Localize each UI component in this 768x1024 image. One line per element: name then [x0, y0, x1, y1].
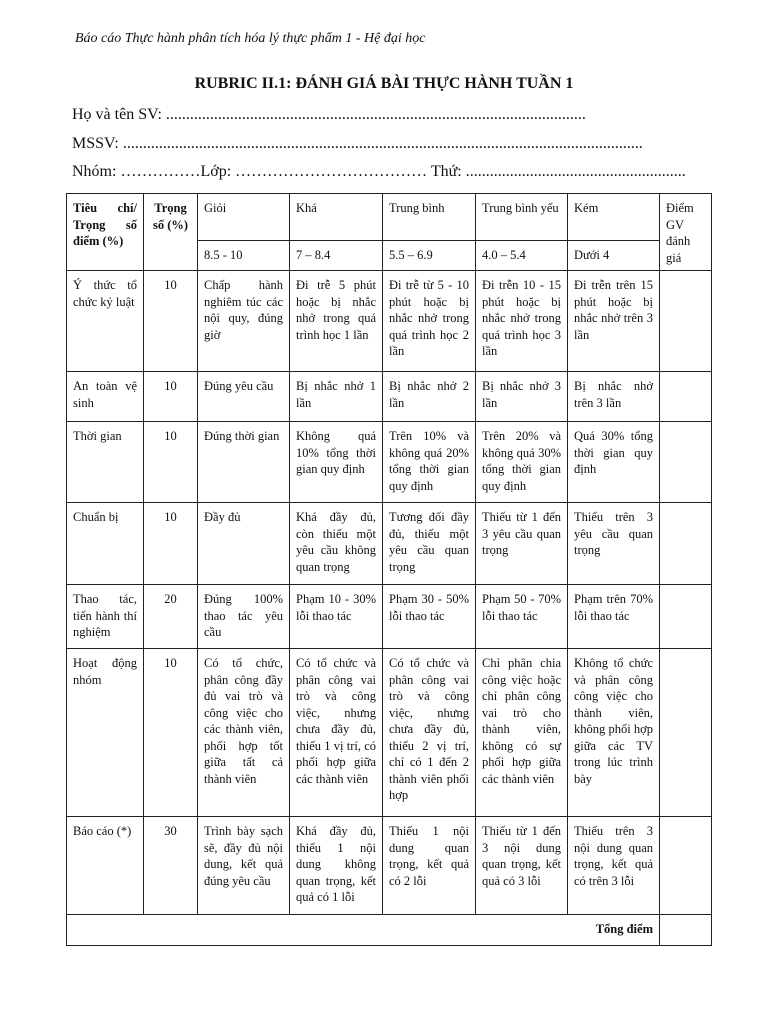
gioi-cell: Chấp hành nghiêm túc các nội quy, đúng giờ [198, 271, 290, 372]
trung-binh-cell: Tương đối đầy đủ, thiếu một yêu cầu quan trọng [383, 503, 476, 585]
table-row [67, 585, 712, 649]
teacher-score-cell[interactable] [660, 817, 712, 915]
rubric-table [66, 193, 712, 946]
teacher-score-cell[interactable] [660, 372, 712, 422]
trung-binh-cell: Trên 10% và không quá 20% tổng thời gian quy định [383, 422, 476, 503]
gioi-cell: Đúng yêu cầu [198, 372, 290, 422]
teacher-score-cell[interactable] [660, 271, 712, 372]
table-row [67, 503, 712, 585]
header-trung-binh-yeu: Trung bình yếu [476, 194, 568, 241]
range-trung-binh: 5.5 – 6.9 [383, 240, 476, 270]
criteria-cell: Thời gian [67, 422, 144, 503]
weight-cell: 10 [144, 503, 198, 585]
day-blank: ....................................................... [465, 163, 686, 180]
header-kem: Kém [568, 194, 660, 241]
trung-binh-cell: Có tổ chức và phân công vai trò và công việc, nhưng chưa đầy đủ, thiếu 2 vị trí, chỉ có 1 đến 2 thành viên phối hợp [383, 649, 476, 817]
student-id-line [72, 135, 694, 153]
weight-cell: 10 [144, 372, 198, 422]
teacher-score-cell[interactable] [660, 422, 712, 503]
kha-cell: Khá đầy đủ, còn thiếu một yêu cầu không quan trọng [290, 503, 383, 585]
kem-cell: Không tổ chức và phân công công việc cho thành viên, không phối hợp giữa các TV trong lúc trình bày [568, 649, 660, 817]
student-name-label: Họ và tên SV: [72, 106, 162, 123]
trung-binh-yeu-cell: Thiếu từ 1 đến 3 nội dung quan trọng, kết quả có 3 lỗi [476, 817, 568, 915]
trung-binh-cell: Bị nhắc nhở 2 lần [383, 372, 476, 422]
trung-binh-cell: Đi trễ từ 5 - 10 phút hoặc bị nhắc nhở trong quá trình học 2 lần [383, 271, 476, 372]
kem-cell: Phạm trên 70% lỗi thao tác [568, 585, 660, 649]
criteria-cell: An toàn vệ sinh [67, 372, 144, 422]
range-kha: 7 – 8.4 [290, 240, 383, 270]
range-trung-binh-yeu: 4.0 – 5.4 [476, 240, 568, 270]
total-row [67, 915, 712, 946]
kha-cell: Đi trễ 5 phút hoặc bị nhắc nhở trong quá trình học 1 lần [290, 271, 383, 372]
trung-binh-yeu-cell: Trên 20% và không quá 30% tổng thời gian quy định [476, 422, 568, 503]
header-criteria: Tiêu chí/ Trọng số điểm (%) [67, 194, 144, 271]
kem-cell: Bị nhắc nhở trên 3 lần [568, 372, 660, 422]
group-blank: …………… [120, 163, 201, 180]
table-row [67, 649, 712, 817]
trung-binh-yeu-cell: Bị nhắc nhở 3 lần [476, 372, 568, 422]
trung-binh-yeu-cell: Phạm 50 - 70% lỗi thao tác [476, 585, 568, 649]
header-teacher-score: Điểm GV đánh giá [660, 194, 712, 271]
gioi-cell: Đầy đủ [198, 503, 290, 585]
table-row [67, 372, 712, 422]
group-label: Nhóm: [72, 163, 117, 180]
table-row [67, 271, 712, 372]
trung-binh-cell: Phạm 30 - 50% lỗi thao tác [383, 585, 476, 649]
group-class-day-line [72, 163, 694, 181]
kha-cell: Không quá 10% tổng thời gian quy định [290, 422, 383, 503]
teacher-score-cell[interactable] [660, 649, 712, 817]
class-blank: ……………………………… [235, 163, 428, 180]
teacher-score-cell[interactable] [660, 503, 712, 585]
page-title: RUBRIC II.1: ĐÁNH GIÁ BÀI THỰC HÀNH TUẦN 1 [194, 75, 574, 92]
criteria-cell: Thao tác, tiến hành thí nghiệm [67, 585, 144, 649]
weight-cell: 10 [144, 422, 198, 503]
criteria-cell: Báo cáo (*) [67, 817, 144, 915]
range-gioi: 8.5 - 10 [198, 240, 290, 270]
criteria-cell: Hoạt động nhóm [67, 649, 144, 817]
weight-cell: 20 [144, 585, 198, 649]
teacher-score-cell[interactable] [660, 585, 712, 649]
criteria-cell: Chuẩn bị [67, 503, 144, 585]
header-kha: Khá [290, 194, 383, 241]
total-score-label: Tổng điểm [67, 915, 660, 946]
kha-cell: Có tổ chức và phân công vai trò và công việc, nhưng chưa đầy đủ, thiếu 1 vị trí, có phối hợp giữa các thành viên [290, 649, 383, 817]
student-id-blank: .................................................................................................................................. [122, 135, 643, 152]
kem-cell: Đi trễn trên 15 phút hoặc bị nhắc nhở trên 3 lần [568, 271, 660, 372]
class-label: Lớp: [200, 163, 232, 180]
student-name-line [72, 106, 694, 124]
header-gioi: Giỏi [198, 194, 290, 241]
trung-binh-yeu-cell: Đi trễn 10 - 15 phút hoặc bị nhắc nhở trong quá trình học 3 lần [476, 271, 568, 372]
header-trung-binh: Trung bình [383, 194, 476, 241]
kem-cell: Thiếu trên 3 yêu cầu quan trọng [568, 503, 660, 585]
table-row [67, 422, 712, 503]
day-label: Thứ: [430, 163, 462, 180]
criteria-cell: Ý thức tổ chức kỷ luật [67, 271, 144, 372]
kha-cell: Khá đầy đủ, thiếu 1 nội dung không quan trọng, kết quả có 1 lỗi [290, 817, 383, 915]
range-kem: Dưới 4 [568, 240, 660, 270]
gioi-cell: Có tổ chức, phân công đầy đủ vai trò và công việc cho các thành viên, phối hợp tốt giữa tất cả thành viên [198, 649, 290, 817]
weight-cell: 30 [144, 817, 198, 915]
trung-binh-yeu-cell: Thiếu từ 1 đến 3 yêu cầu quan trọng [476, 503, 568, 585]
weight-cell: 10 [144, 649, 198, 817]
trung-binh-cell: Thiếu 1 nội dung quan trọng, kết quả có 2 lỗi [383, 817, 476, 915]
student-id-label: MSSV: [72, 135, 119, 152]
kem-cell: Quá 30% tổng thời gian quy định [568, 422, 660, 503]
student-name-blank: ......................................................................................................... [165, 106, 586, 123]
page-header: Báo cáo Thực hành phân tích hóa lý thực phẩm 1 - Hệ đại học [75, 31, 426, 46]
weight-cell: 10 [144, 271, 198, 372]
gioi-cell: Đúng 100% thao tác yêu cầu [198, 585, 290, 649]
total-score-cell[interactable] [660, 915, 712, 946]
trung-binh-yeu-cell: Chỉ phân chia công việc hoặc chỉ phân công vai trò cho thành viên, không có sự phối hợp giữa các thành viên [476, 649, 568, 817]
kha-cell: Bị nhắc nhở 1 lần [290, 372, 383, 422]
gioi-cell: Trình bày sạch sẽ, đầy đủ nội dung, kết quả đúng yêu cầu [198, 817, 290, 915]
gioi-cell: Đúng thời gian [198, 422, 290, 503]
table-row [67, 817, 712, 915]
kem-cell: Thiếu trên 3 nội dung quan trọng, kết quả có trên 3 lỗi [568, 817, 660, 915]
header-weight: Trọng số (%) [144, 194, 198, 271]
kha-cell: Phạm 10 - 30% lỗi thao tác [290, 585, 383, 649]
